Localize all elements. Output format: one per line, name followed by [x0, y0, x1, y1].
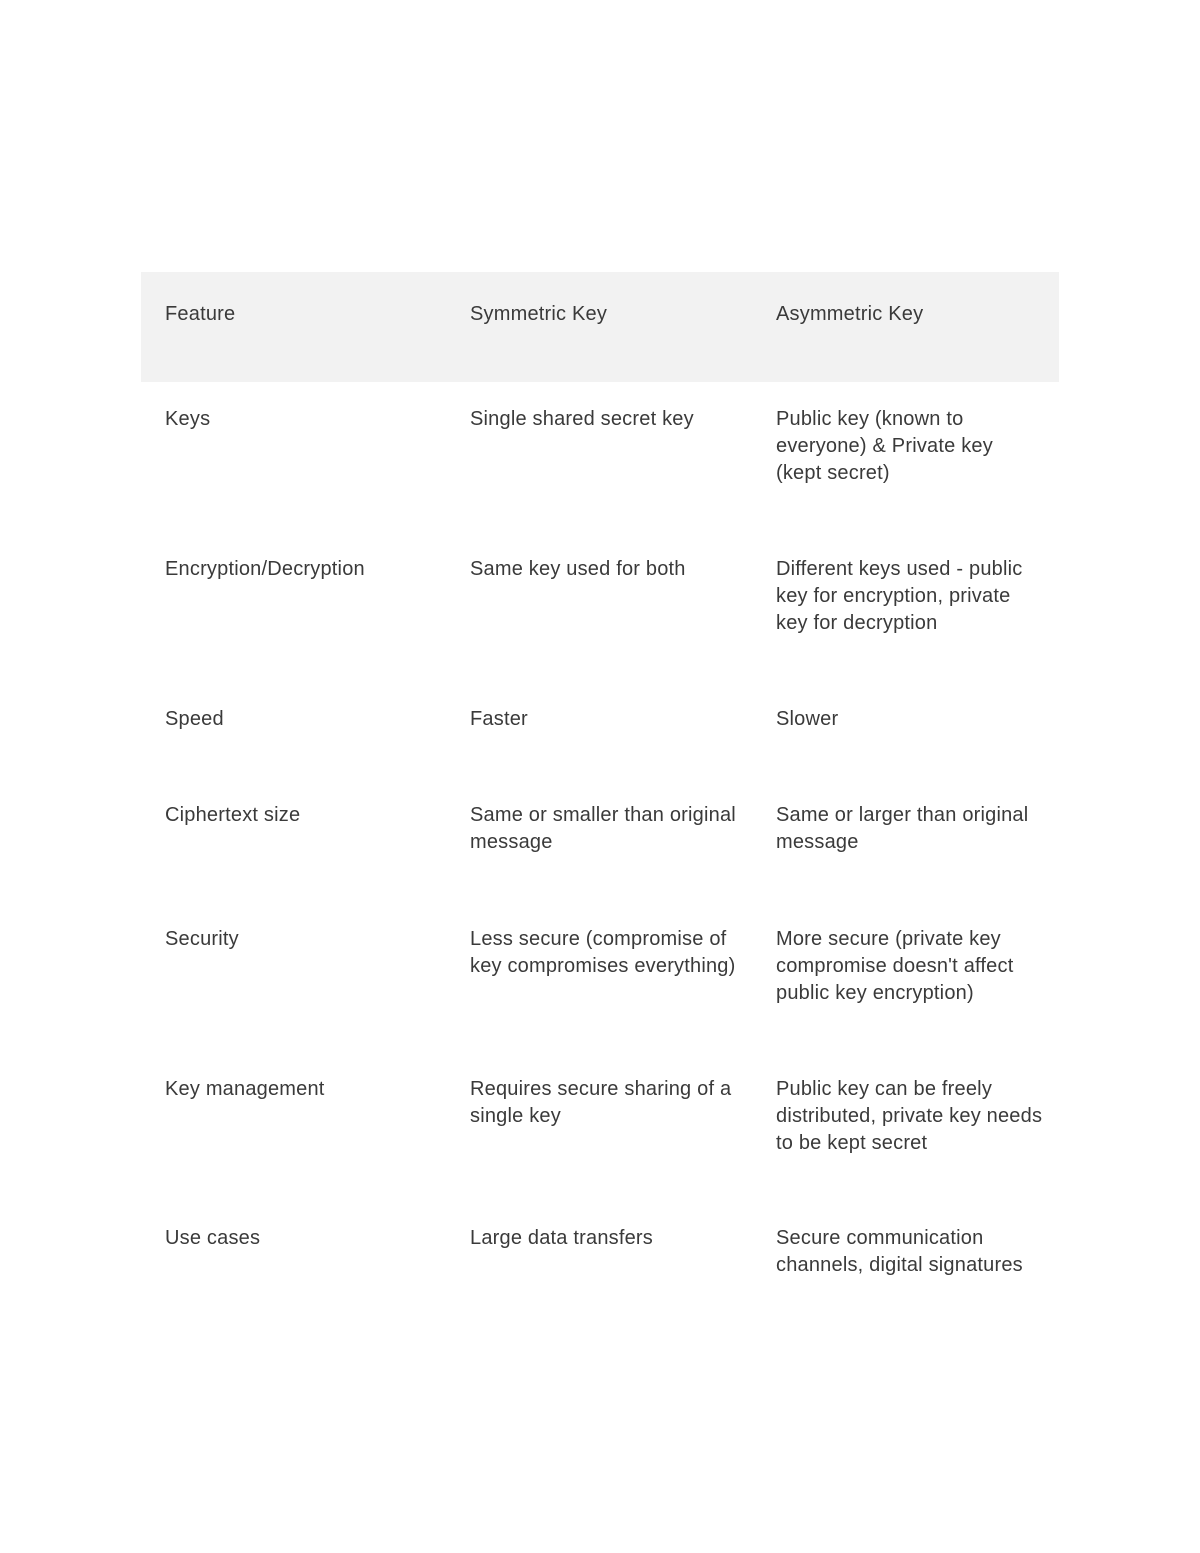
table-row: [141, 532, 1059, 682]
symmetric-cell: Single shared secret key: [470, 408, 694, 430]
asymmetric-cell: Public key can be freely distributed, private key needs to be kept secret: [776, 1078, 1043, 1154]
feature-cell: Security: [165, 928, 239, 950]
table-body: [141, 382, 1059, 1301]
symmetric-cell: Same key used for both: [470, 558, 686, 580]
table-row: [141, 682, 1059, 778]
symmetric-cell: Less secure (compromise of key compromises everything): [470, 928, 736, 977]
asymmetric-cell: Secure communication channels, digital signatures: [776, 1227, 1023, 1276]
table-row: [141, 382, 1059, 532]
symmetric-cell: Faster: [470, 708, 528, 730]
symmetric-cell: Requires secure sharing of a single key: [470, 1078, 732, 1127]
feature-cell: Ciphertext size: [165, 804, 301, 826]
header-feature: Feature: [165, 303, 236, 325]
header-asymmetric-key: Asymmetric Key: [776, 303, 924, 325]
asymmetric-cell: Different keys used - public key for encryption, private key for decryption: [776, 558, 1023, 634]
feature-cell: Key management: [165, 1078, 325, 1100]
asymmetric-cell: Slower: [776, 708, 839, 730]
table-header: [141, 272, 1059, 382]
symmetric-cell: Same or smaller than original message: [470, 804, 736, 853]
feature-cell: Speed: [165, 708, 224, 730]
comparison-table: [141, 272, 1059, 1301]
table-row: [141, 1201, 1059, 1301]
table-row: [141, 1052, 1059, 1201]
feature-cell: Keys: [165, 408, 211, 430]
header-row: [141, 272, 1059, 382]
asymmetric-cell: More secure (private key compromise doesn't affect public key encryption): [776, 928, 1014, 1004]
feature-cell: Use cases: [165, 1227, 261, 1249]
header-symmetric-key: Symmetric Key: [470, 303, 608, 325]
asymmetric-cell: Public key (known to everyone) & Private key (kept secret): [776, 408, 993, 484]
table-row: [141, 778, 1059, 902]
symmetric-cell: Large data transfers: [470, 1227, 653, 1249]
feature-cell: Encryption/Decryption: [165, 558, 365, 580]
asymmetric-cell: Same or larger than original message: [776, 804, 1029, 853]
table-row: [141, 902, 1059, 1052]
